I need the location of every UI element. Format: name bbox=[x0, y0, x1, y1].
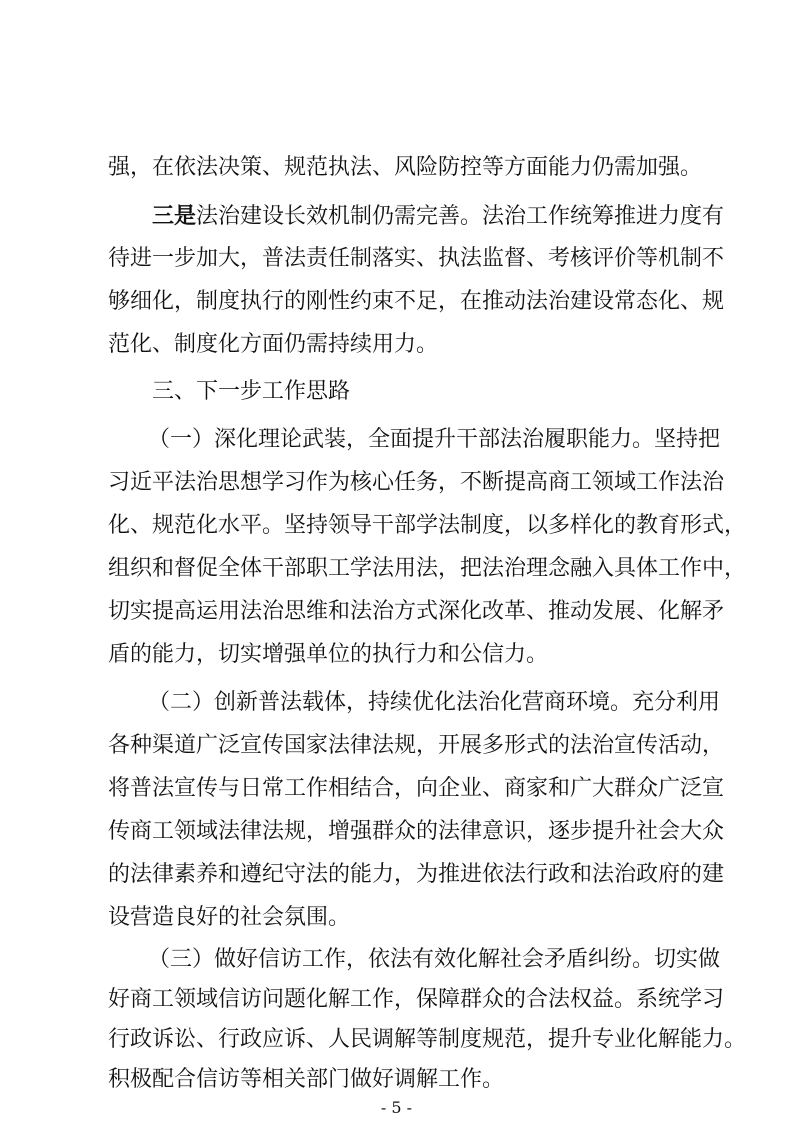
paragraph-line: 各种渠道广泛宣传国家法律法规，开展多形式的法治宣传活动， bbox=[108, 733, 725, 758]
paragraph-line: 化、规范化水平。坚持领导干部学法制度，以多样化的教育形式， bbox=[108, 513, 747, 538]
paragraph-line: 传商工领域法律法规，增强群众的法律意识，逐步提升社会大众 bbox=[108, 819, 725, 844]
paragraph-line: 好商工领域信访问题化解工作，保障群众的合法权益。系统学习 bbox=[108, 987, 725, 1012]
paragraph-text: 法治建设长效机制仍需完善。法治工作统筹推进力度有 bbox=[196, 204, 725, 229]
paragraph-line: 盾的能力，切实增强单位的执行力和公信力。 bbox=[108, 642, 549, 667]
paragraph-line: 行政诉讼、行政应诉、人民调解等制度规范，提升专业化解能力。 bbox=[108, 1027, 747, 1052]
section-heading: 三、下一步工作思路 bbox=[152, 379, 351, 404]
paragraph-line: 强，在依法决策、规范执法、风险防控等方面能力仍需加强。 bbox=[108, 155, 703, 180]
paragraph-line: 积极配合信访等相关部门做好调解工作。 bbox=[108, 1067, 505, 1092]
paragraph-line: 待进一步加大，普法责任制落实、执法监督、考核评价等机制不 bbox=[108, 246, 725, 271]
paragraph-line: 习近平法治思想学习作为核心任务，不断提高商工领域工作法治 bbox=[108, 470, 725, 495]
paragraph-line: 设营造良好的社会氛围。 bbox=[108, 905, 351, 930]
bold-lead-text: 三是 bbox=[152, 203, 197, 229]
paragraph-line: （二）创新普法载体，持续优化法治化营商环境。充分利用 bbox=[148, 690, 721, 715]
paragraph-line: 切实提高运用法治思维和法治方式深化改革、推动发展、化解矛 bbox=[108, 599, 725, 624]
paragraph-line bbox=[152, 200, 725, 232]
paragraph-line: （三）做好信访工作，依法有效化解社会矛盾纠纷。切实做 bbox=[148, 947, 721, 972]
paragraph-line: 的法律素养和遵纪守法的能力，为推进依法行政和法治政府的建 bbox=[108, 862, 725, 887]
paragraph-line: 组织和督促全体干部职工学法用法，把法治理念融入具体工作中， bbox=[108, 556, 747, 581]
paragraph-line: 将普法宣传与日常工作相结合，向企业、商家和广大群众广泛宣 bbox=[108, 776, 725, 801]
paragraph-line: 范化、制度化方面仍需持续用力。 bbox=[108, 332, 439, 357]
paragraph-line: （一）深化理论武装，全面提升干部法治履职能力。坚持把 bbox=[148, 427, 721, 452]
paragraph-line: 够细化，制度执行的刚性约束不足，在推动法治建设常态化、规 bbox=[108, 289, 725, 314]
page-number: - 5 - bbox=[380, 1098, 413, 1117]
